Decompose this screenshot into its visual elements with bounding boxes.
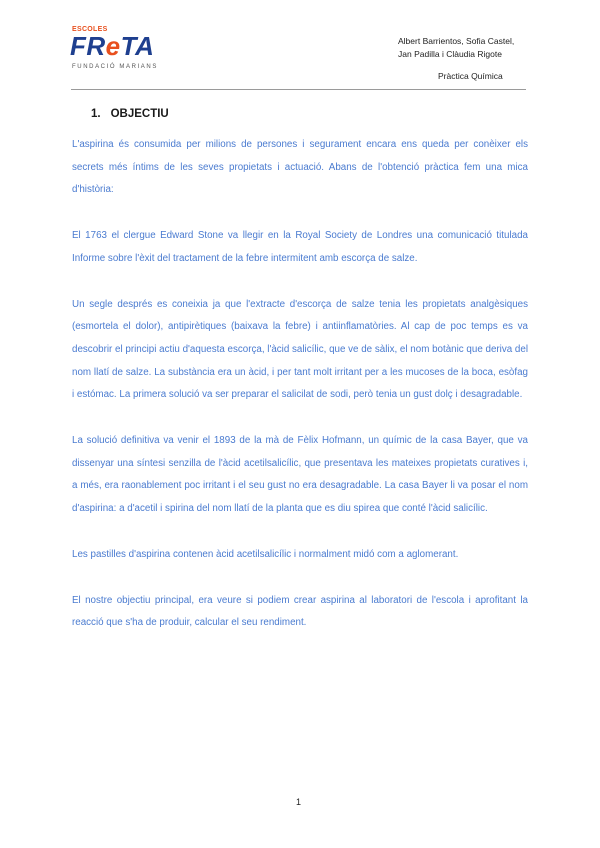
section-title: OBJECTIU: [110, 108, 169, 120]
school-logo: [70, 26, 180, 78]
paragraph-tablets: Les pastilles d'aspirina contenen àcid acetilsalicílic i normalment midó com a aglomerant.: [72, 548, 459, 560]
paragraph-edward-stone: El 1763 el clergue Edward Stone va llegir en la Royal Society de Londres una comunicació titulada Informe sobre l'èxit del tractament de la febre intermitent amb escorça de salze.: [72, 230, 528, 264]
paragraph-salicylic-acid: Un segle després es coneixia ja que l'extracte d'escorça de salze tenia les propietats analgèsiques (esmortela el dolor), antipirètiques (baixava la febre) i antiinflamatòries. Al cap de poc temps es va descobrir el principi actiu d'aquesta escorça, l'àcid salicílic, que ve de sàlix, el nom botànic que deriva del nom llatí de salze. La substància era un àcid, i per tant molt irritant per a les mucoses de la boca, esòfag i estómac. La primera solució va ser preparar el salicilat de sodi, però tenia un gust dolç i desagradable.: [72, 298, 528, 401]
logo-bottom-text: FUNDACIÓ MARIANS: [72, 64, 158, 70]
logo-brand: [70, 32, 154, 60]
paragraph-intro: L'aspirina és consumida per milions de persones i segurament encara ens queda per conèixer els secrets més íntims de les seves propietats i actuació. Abans de l'obtenció pràctica fem una mica d'història:: [72, 139, 528, 196]
authors-line-2: Jan Padilla i Clàudia Rigote: [398, 49, 502, 59]
header-divider: [71, 89, 526, 90]
body-content: [72, 134, 528, 658]
logo-top-text: ESCOLES: [72, 26, 108, 33]
logo-brand-right: TA: [120, 31, 155, 61]
subject-label: Pràctica Química: [438, 71, 503, 81]
authors-block: [398, 35, 538, 61]
logo-brand-left: FR: [70, 31, 106, 61]
paragraph-hofmann: La solució definitiva va venir el 1893 de la mà de Fèlix Hofmann, un químic de la casa Bayer, que va dissenyar una síntesi senzilla de l'àcid acetilsalicílic, que presentava les mateixes propietats curatives i, a més, era raonablement poc irritant i el seu gust no era desagradable. La casa Bayer li va posar el nom d'aspirina: a d'acetil i spirina del nom llatí de la planta que es diu spirea que conté l'àcid salicílic.: [72, 435, 528, 515]
page-number: 1: [296, 797, 302, 807]
authors-line-1: Albert Barrientos, Sofia Castel,: [398, 36, 515, 46]
logo-brand-e: e: [105, 31, 121, 61]
paragraph-objective: El nostre objectiu principal, era veure si podiem crear aspirina al laboratori de l'escola i aprofitant la reacció que s'ha de produir, calcular el seu rendiment.: [72, 594, 528, 629]
section-heading: [91, 108, 169, 120]
section-number: 1.: [91, 108, 101, 120]
